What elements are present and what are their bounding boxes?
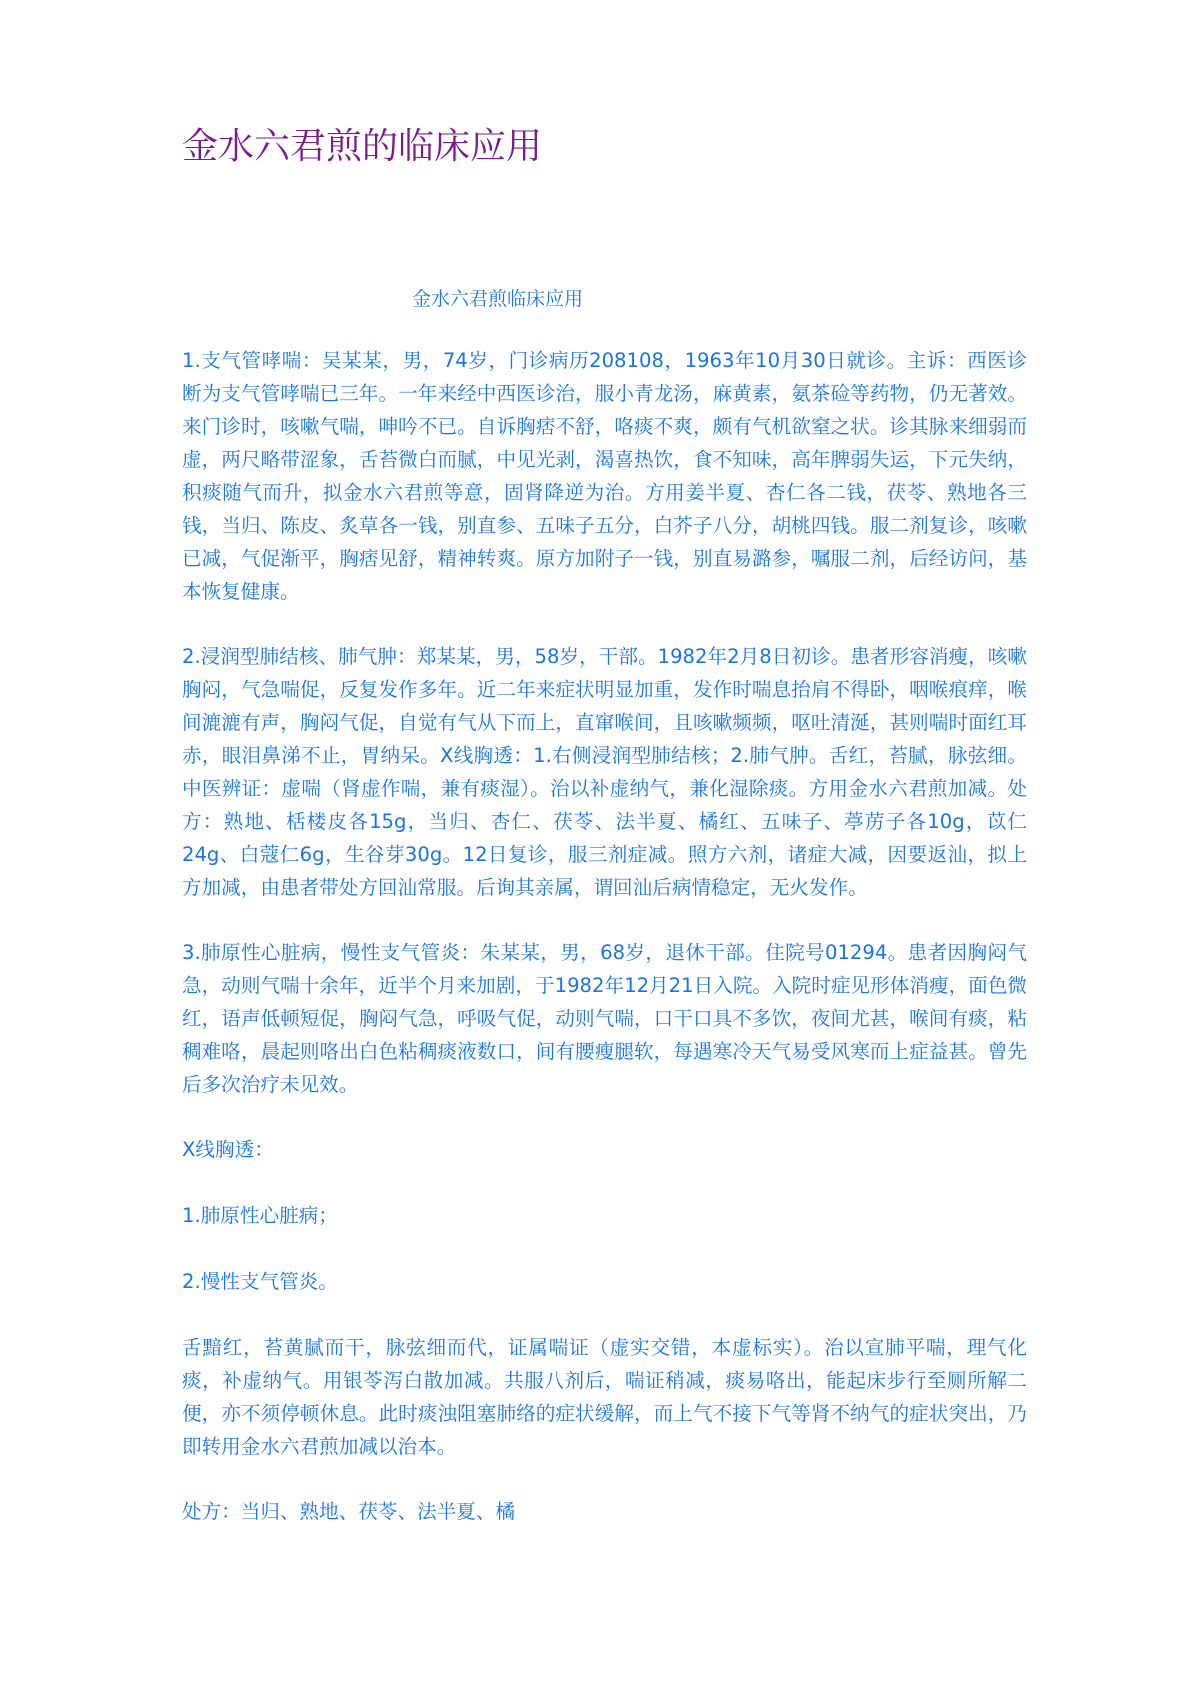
paragraph-case-3: 3.肺原性心脏病，慢性支气管炎：朱某某，男，68岁，退休干部。住院号01294。患者因胸闷气急，动则气喘十余年，近半个月来加剧，于1982年12月21日入院。入院时症见形体消瘦，面色微红，语声低顿短促，胸闷气急，呼吸气促，动则气喘，口干口具不多饮，夜间尤甚，喉间有痰，粘稠难咯，晨起则咯出白色粘稠痰液数口，间有腰瘦腿软，每遇寒冷天气易受风寒而上症益甚。曾先后多次治疗未见效。	[182, 941, 1027, 1096]
paragraph-treatment: 舌黯红，苔黄腻而干，脉弦细而代，证属喘证（虚实交错，本虚标实）。治以宣肺平喘，理气化痰，补虚纳气。用银苓泻白散加减。共服八剂后，喘证稍减，痰易咯出，能起床步行至厕所解二便，亦不须停顿休息。此时痰浊阻塞肺络的症状缓解，而上气不接下气等肾不纳气的症状突出，乃即转用金水六君煎加减以治本。	[182, 1336, 1027, 1458]
paragraph-xray-item-2: 2.慢性支气管炎。	[182, 1270, 338, 1293]
document-subtitle: 金水六君煎临床应用	[412, 288, 584, 310]
paragraph-xray-item-1: 1.肺原性心脏病；	[182, 1204, 338, 1227]
paragraph-case-2: 2.浸润型肺结核、肺气肿：郑某某，男，58岁，干部。1982年2月8日初诊。患者形容消瘦，咳嗽胸闷，气急喘促，反复发作多年。近二年来症状明显加重，发作时喘息抬肩不得卧，咽喉痕痒，喉间漉漉有声，胸闷气促，自觉有气从下而上，直窜喉间，且咳嗽频频，呕吐清涎，甚则喘时面红耳赤，眼泪鼻涕不止，胃纳呆。X线胸透：1.右侧浸润型肺结核；2.肺气肿。舌红，苔腻，脉弦细。中医辨证：虚喘（肾虚作喘，兼有痰湿）。治以补虚纳气，兼化湿除痰。方用金水六君煎加减。处方：熟地、栝楼皮各15g，当归、杏仁、茯苓、法半夏、橘红、五味子、葶苈子各10g，苡仁24g、白蔻仁6g，生谷芽30g。12日复诊，服三剂症减。照方六剂，诸症大减，因要返汕，拟上方加减，由患者带处方回汕常服。后询其亲属，谓回汕后病情稳定，无火发作。	[182, 645, 1027, 899]
page-title: 金水六君煎的临床应用	[182, 126, 543, 167]
document-body	[182, 344, 1027, 1560]
paragraph-case-1: 1.支气管哮喘：吴某某，男，74岁，门诊病历208108，1963年10月30日就诊。主诉：西医诊断为支气管哮喘已三年。一年来经中西医诊治，服小青龙汤，麻黄素，氨茶硷等药物，仍无著效。来门诊时，咳嗽气喘，呻吟不已。自诉胸痞不舒，咯痰不爽，颇有气机欲窒之状。诊其脉来细弱而虚，两尺略带涩象，舌苔微白而腻，中见光剥，渴喜热饮，食不知味，高年脾弱失运，下元失纳，积痰随气而升，拟金水六君煎等意，固肾降逆为治。方用姜半夏、杏仁各二钱，茯苓、熟地各三钱，当归、陈皮、炙草各一钱，别直参、五味子五分，白芥子八分，胡桃四钱。服二剂复诊，咳嗽已减，气促渐平，胸痞见舒，精神转爽。原方加附子一钱，别直易潞参，嘱服二剂，后经访问，基本恢复健康。	[182, 349, 1027, 603]
paragraph-xray-heading: X线胸透：	[182, 1138, 274, 1161]
paragraph-prescription: 处方：当归、熟地、茯苓、法半夏、橘	[182, 1500, 516, 1523]
